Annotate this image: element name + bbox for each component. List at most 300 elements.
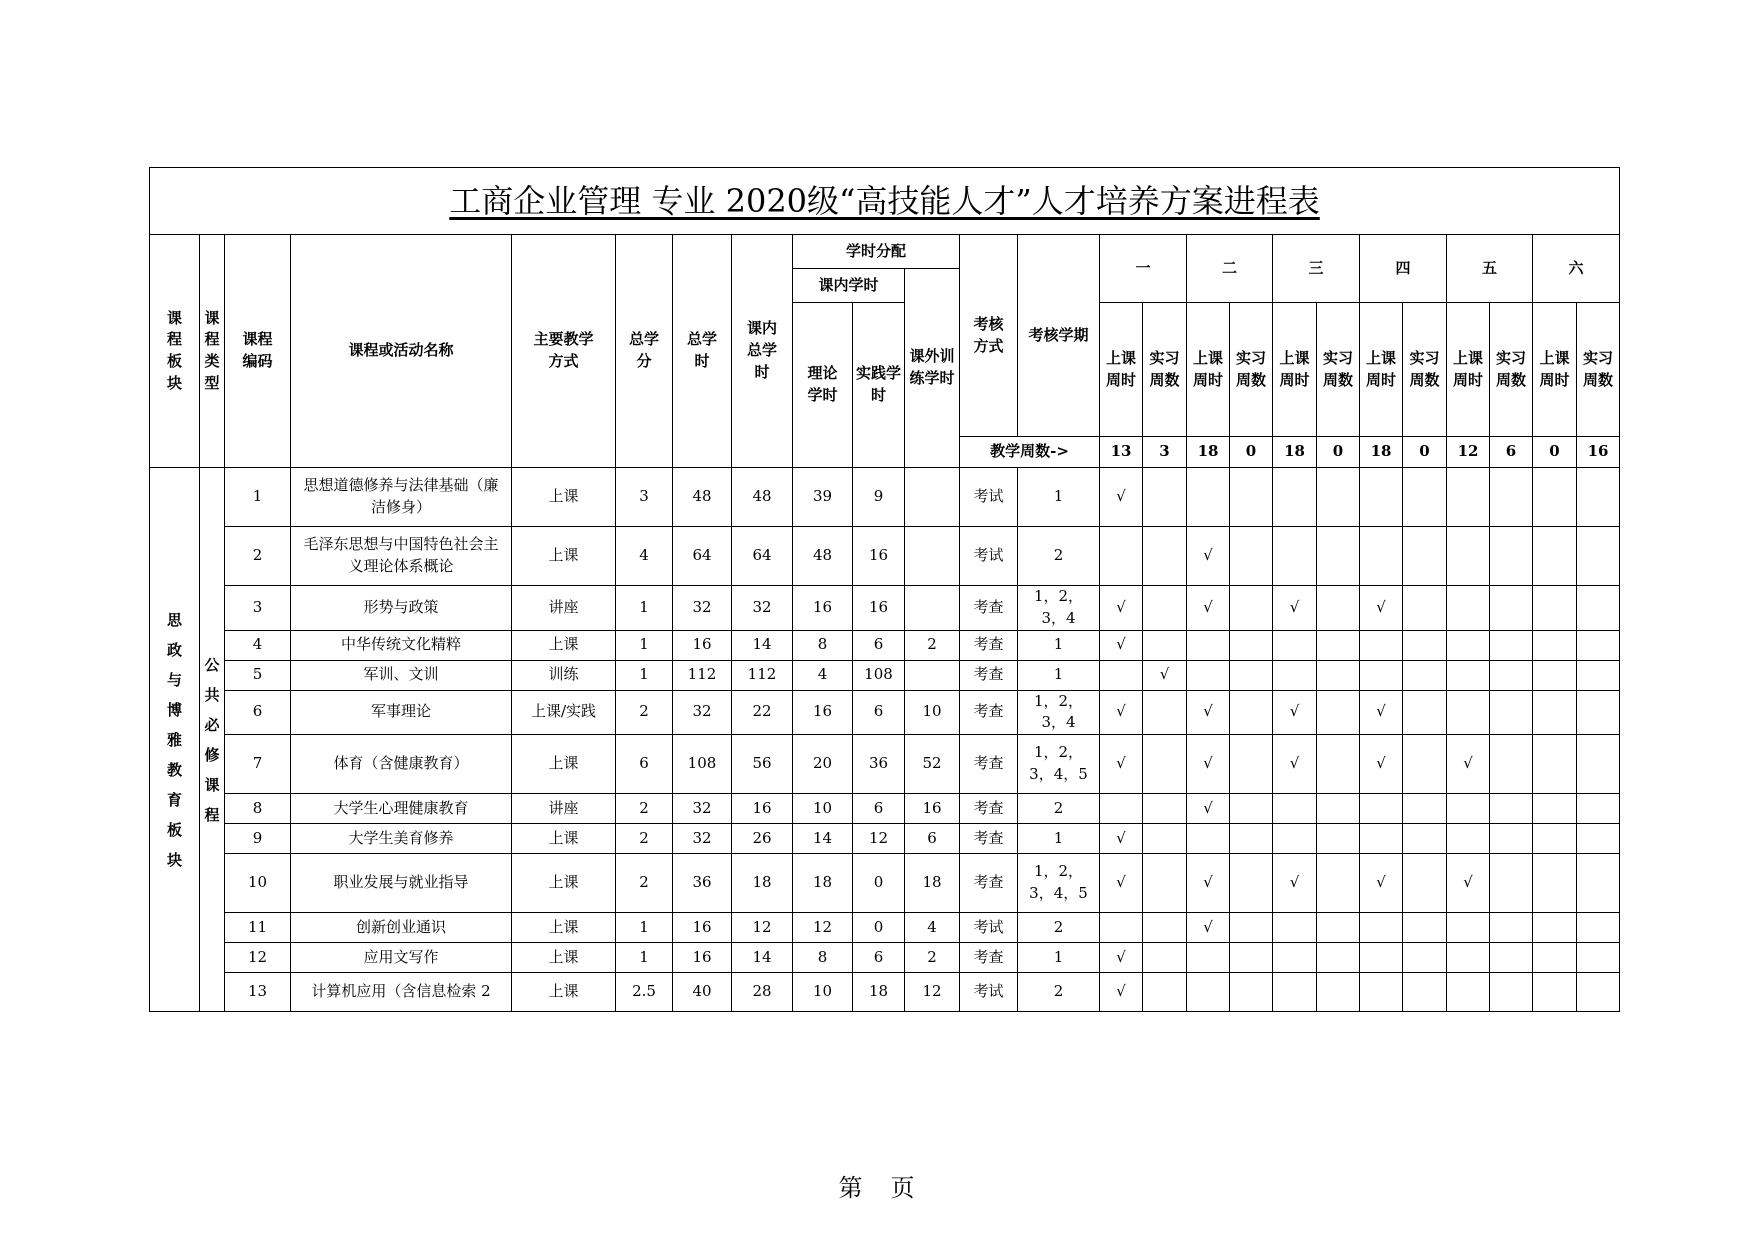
inclass-hours: 14 xyxy=(732,630,793,660)
schedule-mark xyxy=(1447,586,1490,631)
schedule-mark xyxy=(1100,660,1143,690)
schedule-mark: √ xyxy=(1360,735,1403,794)
schedule-mark: √ xyxy=(1447,854,1490,913)
schedule-mark xyxy=(1577,527,1620,586)
total-hours: 36 xyxy=(673,854,732,913)
exam-term: 2 xyxy=(1018,527,1100,586)
header-inclass-total: 课内 总学 时 xyxy=(732,235,793,468)
outclass-hours xyxy=(905,468,960,527)
schedule-mark xyxy=(1317,973,1360,1012)
schedule-mark xyxy=(1577,468,1620,527)
block-cell xyxy=(150,468,200,1012)
course-name: 职业发展与就业指导 xyxy=(291,854,512,913)
theory-hours: 18 xyxy=(793,854,853,913)
schedule-mark xyxy=(1533,854,1577,913)
semester-5-intern-header xyxy=(1490,303,1533,437)
credits: 2.5 xyxy=(616,973,673,1012)
schedule-mark xyxy=(1143,690,1187,735)
schedule-mark xyxy=(1533,527,1577,586)
schedule-mark xyxy=(1273,943,1317,973)
exam-term: 1 xyxy=(1018,943,1100,973)
total-hours: 40 xyxy=(673,973,732,1012)
schedule-mark xyxy=(1403,854,1447,913)
schedule-mark xyxy=(1273,660,1317,690)
schedule-mark xyxy=(1360,913,1403,943)
schedule-mark: √ xyxy=(1273,854,1317,913)
inclass-hours: 22 xyxy=(732,690,793,735)
exam-method: 考查 xyxy=(960,794,1018,824)
semester-1: 一 xyxy=(1100,235,1187,303)
schedule-mark xyxy=(1447,973,1490,1012)
semester-3-lecture-weeks: 18 xyxy=(1273,437,1317,468)
teaching-method: 上课 xyxy=(512,913,616,943)
schedule-mark xyxy=(1143,527,1187,586)
table-row xyxy=(150,973,1620,1012)
total-hours: 32 xyxy=(673,794,732,824)
exam-term: 1，2，3，4 xyxy=(1018,690,1100,735)
vertical-text: 实习周数 xyxy=(1409,348,1440,389)
course-name: 创新创业通识 xyxy=(291,913,512,943)
schedule-mark xyxy=(1273,527,1317,586)
outclass-hours: 4 xyxy=(905,913,960,943)
table-row xyxy=(150,586,1620,631)
schedule-mark xyxy=(1490,660,1533,690)
schedule-mark xyxy=(1187,468,1230,527)
teaching-method: 讲座 xyxy=(512,794,616,824)
practice-hours: 6 xyxy=(853,630,905,660)
semester-3-intern-weeks: 0 xyxy=(1317,437,1360,468)
credits: 1 xyxy=(616,630,673,660)
outclass-hours: 10 xyxy=(905,690,960,735)
schedule-mark: √ xyxy=(1100,630,1143,660)
outclass-hours: 2 xyxy=(905,630,960,660)
teaching-method: 上课 xyxy=(512,943,616,973)
schedule-mark xyxy=(1360,630,1403,660)
semester-4-lecture-header xyxy=(1360,303,1403,437)
type-cell xyxy=(200,468,225,1012)
exam-method: 考试 xyxy=(960,468,1018,527)
outclass-hours: 18 xyxy=(905,854,960,913)
inclass-hours: 18 xyxy=(732,854,793,913)
semester-6-intern-header xyxy=(1577,303,1620,437)
schedule-mark xyxy=(1403,586,1447,631)
exam-method: 考试 xyxy=(960,527,1018,586)
schedule-mark xyxy=(1273,794,1317,824)
schedule-mark xyxy=(1143,854,1187,913)
credits: 2 xyxy=(616,690,673,735)
course-name: 计算机应用（含信息检索 2 xyxy=(291,973,512,1012)
schedule-mark xyxy=(1317,586,1360,631)
semester-2-lecture-weeks: 18 xyxy=(1187,437,1230,468)
exam-method: 考查 xyxy=(960,586,1018,631)
outclass-hours: 52 xyxy=(905,735,960,794)
vertical-text: 实习周数 xyxy=(1583,348,1614,389)
schedule-mark xyxy=(1490,468,1533,527)
exam-method: 考试 xyxy=(960,913,1018,943)
inclass-hours: 32 xyxy=(732,586,793,631)
schedule-mark xyxy=(1403,943,1447,973)
schedule-mark xyxy=(1273,468,1317,527)
schedule-mark xyxy=(1360,527,1403,586)
schedule-mark: √ xyxy=(1187,735,1230,794)
practice-hours: 108 xyxy=(853,660,905,690)
vertical-text: 思 政 与 博 雅 教 育 板 块 xyxy=(166,610,182,869)
schedule-mark: √ xyxy=(1360,586,1403,631)
schedule-mark xyxy=(1490,630,1533,660)
schedule-mark xyxy=(1577,824,1620,854)
outclass-hours: 16 xyxy=(905,794,960,824)
total-hours: 48 xyxy=(673,468,732,527)
schedule-mark xyxy=(1533,973,1577,1012)
semester-1-intern-header xyxy=(1143,303,1187,437)
practice-hours: 0 xyxy=(853,913,905,943)
practice-hours: 0 xyxy=(853,854,905,913)
total-hours: 64 xyxy=(673,527,732,586)
teaching-method: 上课 xyxy=(512,854,616,913)
teaching-method: 上课/实践 xyxy=(512,690,616,735)
schedule-mark xyxy=(1143,735,1187,794)
table-row xyxy=(150,913,1620,943)
schedule-mark xyxy=(1403,690,1447,735)
schedule-mark: √ xyxy=(1100,943,1143,973)
credits: 2 xyxy=(616,824,673,854)
exam-term: 2 xyxy=(1018,913,1100,943)
inclass-hours: 64 xyxy=(732,527,793,586)
schedule-mark xyxy=(1273,913,1317,943)
schedule-mark xyxy=(1100,527,1143,586)
table-row xyxy=(150,690,1620,735)
total-hours: 112 xyxy=(673,660,732,690)
schedule-mark: √ xyxy=(1187,913,1230,943)
schedule-mark: √ xyxy=(1100,824,1143,854)
exam-term: 1，2，3，4 xyxy=(1018,586,1100,631)
practice-hours: 36 xyxy=(853,735,905,794)
vertical-text: 实习周数 xyxy=(1149,348,1180,389)
schedule-mark xyxy=(1533,943,1577,973)
schedule-mark xyxy=(1230,943,1273,973)
semester-5: 五 xyxy=(1447,235,1533,303)
schedule-mark xyxy=(1490,973,1533,1012)
course-name: 大学生心理健康教育 xyxy=(291,794,512,824)
schedule-mark xyxy=(1317,630,1360,660)
inclass-hours: 14 xyxy=(732,943,793,973)
semester-4-intern-header xyxy=(1403,303,1447,437)
table-row xyxy=(150,527,1620,586)
schedule-mark xyxy=(1317,854,1360,913)
schedule-mark xyxy=(1577,630,1620,660)
vertical-text: 实习周数 xyxy=(1495,348,1527,389)
inclass-hours: 12 xyxy=(732,913,793,943)
semester-1-lecture-header xyxy=(1100,303,1143,437)
semester-2-intern-weeks: 0 xyxy=(1230,437,1273,468)
header-inclass: 课内学时 xyxy=(793,269,905,303)
schedule-mark xyxy=(1143,468,1187,527)
course-code: 13 xyxy=(225,973,291,1012)
schedule-mark xyxy=(1317,794,1360,824)
schedule-mark xyxy=(1360,943,1403,973)
schedule-mark xyxy=(1143,794,1187,824)
schedule-mark xyxy=(1577,690,1620,735)
credits: 1 xyxy=(616,913,673,943)
vertical-text: 课 程 类 型 xyxy=(204,308,220,392)
course-name: 体育（含健康教育） xyxy=(291,735,512,794)
teaching-method: 训练 xyxy=(512,660,616,690)
course-name: 形势与政策 xyxy=(291,586,512,631)
schedule-mark xyxy=(1230,794,1273,824)
vertical-text: 课外训练学时 xyxy=(909,347,955,387)
schedule-mark xyxy=(1230,586,1273,631)
schedule-mark xyxy=(1577,913,1620,943)
schedule-mark xyxy=(1533,690,1577,735)
semester-6-lecture-weeks: 0 xyxy=(1533,437,1577,468)
schedule-mark xyxy=(1577,794,1620,824)
theory-hours: 8 xyxy=(793,943,853,973)
schedule-mark xyxy=(1230,468,1273,527)
schedule-mark xyxy=(1143,943,1187,973)
exam-term: 1 xyxy=(1018,630,1100,660)
schedule-mark xyxy=(1490,913,1533,943)
exam-term: 1 xyxy=(1018,824,1100,854)
schedule-mark xyxy=(1403,973,1447,1012)
total-hours: 16 xyxy=(673,913,732,943)
outclass-hours: 2 xyxy=(905,943,960,973)
schedule-mark xyxy=(1230,854,1273,913)
course-name: 大学生美育修养 xyxy=(291,824,512,854)
theory-hours: 48 xyxy=(793,527,853,586)
credits: 1 xyxy=(616,660,673,690)
schedule-mark xyxy=(1533,630,1577,660)
schedule-mark xyxy=(1143,630,1187,660)
course-code: 8 xyxy=(225,794,291,824)
schedule-mark: √ xyxy=(1360,690,1403,735)
inclass-hours: 112 xyxy=(732,660,793,690)
schedule-mark: √ xyxy=(1100,468,1143,527)
schedule-mark xyxy=(1143,586,1187,631)
schedule-mark: √ xyxy=(1187,586,1230,631)
semester-2-intern-header xyxy=(1230,303,1273,437)
exam-method: 考查 xyxy=(960,735,1018,794)
schedule-mark xyxy=(1230,913,1273,943)
practice-hours: 9 xyxy=(853,468,905,527)
vertical-text: 上课周时 xyxy=(1192,348,1224,389)
semester-4-intern-weeks: 0 xyxy=(1403,437,1447,468)
schedule-mark xyxy=(1447,913,1490,943)
schedule-mark xyxy=(1533,735,1577,794)
header-exam-term: 考核学期 xyxy=(1018,235,1100,437)
schedule-mark xyxy=(1230,660,1273,690)
semester-4: 四 xyxy=(1360,235,1447,303)
vertical-text: 上课周时 xyxy=(1539,348,1570,389)
schedule-mark xyxy=(1187,824,1230,854)
semester-3-lecture-header xyxy=(1273,303,1317,437)
schedule-mark: √ xyxy=(1100,973,1143,1012)
theory-hours: 16 xyxy=(793,690,853,735)
practice-hours: 16 xyxy=(853,586,905,631)
schedule-mark xyxy=(1403,630,1447,660)
semester-3-intern-header xyxy=(1317,303,1360,437)
schedule-mark xyxy=(1230,973,1273,1012)
exam-term: 1 xyxy=(1018,660,1100,690)
schedule-mark xyxy=(1273,630,1317,660)
table-row xyxy=(150,468,1620,527)
exam-term: 1，2，3，4，5 xyxy=(1018,854,1100,913)
semester-1-intern-weeks: 3 xyxy=(1143,437,1187,468)
schedule-mark xyxy=(1230,824,1273,854)
course-code: 11 xyxy=(225,913,291,943)
table-row xyxy=(150,824,1620,854)
outclass-hours xyxy=(905,660,960,690)
total-hours: 32 xyxy=(673,586,732,631)
vertical-text: 上课周时 xyxy=(1105,348,1137,389)
schedule-mark xyxy=(1403,824,1447,854)
schedule-mark xyxy=(1577,854,1620,913)
vertical-text: 上课周时 xyxy=(1365,348,1397,389)
practice-hours: 6 xyxy=(853,794,905,824)
schedule-mark xyxy=(1230,630,1273,660)
schedule-mark xyxy=(1317,527,1360,586)
schedule-mark xyxy=(1403,913,1447,943)
schedule-mark xyxy=(1317,735,1360,794)
total-hours: 108 xyxy=(673,735,732,794)
course-code: 1 xyxy=(225,468,291,527)
teaching-method: 上课 xyxy=(512,735,616,794)
course-name: 军事理论 xyxy=(291,690,512,735)
schedule-mark xyxy=(1490,527,1533,586)
semester-5-lecture-header xyxy=(1447,303,1490,437)
semester-2-lecture-header xyxy=(1187,303,1230,437)
inclass-hours: 16 xyxy=(732,794,793,824)
course-code: 9 xyxy=(225,824,291,854)
theory-hours: 20 xyxy=(793,735,853,794)
header-method: 主要教学 方式 xyxy=(512,235,616,468)
header-name: 课程或活动名称 xyxy=(291,235,512,468)
schedule-mark: √ xyxy=(1187,527,1230,586)
exam-method: 考查 xyxy=(960,943,1018,973)
schedule-mark xyxy=(1533,824,1577,854)
weeks-label: 教学周数-> xyxy=(960,437,1100,468)
page-title: 工商企业管理 专业 2020级“高技能人才”人才培养方案进程表 xyxy=(150,168,1620,235)
course-name: 思想道德修养与法律基础（廉洁修身） xyxy=(291,468,512,527)
schedule-mark xyxy=(1317,913,1360,943)
course-code: 3 xyxy=(225,586,291,631)
theory-hours: 10 xyxy=(793,973,853,1012)
exam-term: 2 xyxy=(1018,973,1100,1012)
footer-right: 页 xyxy=(890,1174,915,1202)
course-code: 10 xyxy=(225,854,291,913)
theory-hours: 14 xyxy=(793,824,853,854)
schedule-mark xyxy=(1403,735,1447,794)
schedule-mark xyxy=(1577,973,1620,1012)
credits: 1 xyxy=(616,943,673,973)
schedule-mark xyxy=(1230,735,1273,794)
practice-hours: 6 xyxy=(853,690,905,735)
schedule-mark xyxy=(1403,660,1447,690)
schedule-mark xyxy=(1230,527,1273,586)
vertical-text: 实习周数 xyxy=(1235,348,1267,389)
theory-hours: 16 xyxy=(793,586,853,631)
schedule-mark xyxy=(1187,660,1230,690)
header-code: 课程 编码 xyxy=(225,235,291,468)
inclass-hours: 56 xyxy=(732,735,793,794)
course-code: 2 xyxy=(225,527,291,586)
schedule-mark: √ xyxy=(1100,690,1143,735)
teaching-method: 上课 xyxy=(512,824,616,854)
schedule-mark xyxy=(1490,586,1533,631)
credits: 4 xyxy=(616,527,673,586)
schedule-mark: √ xyxy=(1360,854,1403,913)
schedule-mark xyxy=(1490,854,1533,913)
schedule-mark xyxy=(1533,913,1577,943)
schedule-mark: √ xyxy=(1143,660,1187,690)
semester-5-lecture-weeks: 12 xyxy=(1447,437,1490,468)
schedule-mark xyxy=(1273,973,1317,1012)
schedule-mark xyxy=(1317,468,1360,527)
vertical-text: 上课周时 xyxy=(1279,348,1310,389)
schedule-mark xyxy=(1317,824,1360,854)
total-hours: 32 xyxy=(673,824,732,854)
schedule-mark xyxy=(1360,794,1403,824)
total-hours: 32 xyxy=(673,690,732,735)
outclass-hours xyxy=(905,527,960,586)
header-exam-method: 考核 方式 xyxy=(960,235,1018,437)
semester-5-intern-weeks: 6 xyxy=(1490,437,1533,468)
schedule-mark xyxy=(1490,943,1533,973)
schedule-mark xyxy=(1100,794,1143,824)
schedule-mark xyxy=(1360,973,1403,1012)
table-row xyxy=(150,854,1620,913)
exam-method: 考查 xyxy=(960,630,1018,660)
schedule-mark: √ xyxy=(1187,690,1230,735)
theory-hours: 10 xyxy=(793,794,853,824)
curriculum-table xyxy=(149,167,1620,1012)
schedule-mark xyxy=(1447,824,1490,854)
course-code: 7 xyxy=(225,735,291,794)
schedule-mark xyxy=(1577,735,1620,794)
schedule-mark xyxy=(1143,824,1187,854)
credits: 6 xyxy=(616,735,673,794)
schedule-mark xyxy=(1360,468,1403,527)
exam-term: 1 xyxy=(1018,468,1100,527)
semester-3: 三 xyxy=(1273,235,1360,303)
semester-6-lecture-header xyxy=(1533,303,1577,437)
exam-method: 考试 xyxy=(960,973,1018,1012)
inclass-hours: 48 xyxy=(732,468,793,527)
credits: 2 xyxy=(616,854,673,913)
course-code: 4 xyxy=(225,630,291,660)
schedule-mark xyxy=(1533,794,1577,824)
table-row xyxy=(150,735,1620,794)
semester-2: 二 xyxy=(1187,235,1273,303)
schedule-mark xyxy=(1533,660,1577,690)
header-type xyxy=(200,235,225,468)
schedule-mark xyxy=(1317,690,1360,735)
header-theory: 理论 学时 xyxy=(793,303,853,468)
outclass-hours: 6 xyxy=(905,824,960,854)
schedule-mark: √ xyxy=(1447,735,1490,794)
schedule-mark: √ xyxy=(1273,586,1317,631)
page-footer xyxy=(0,1168,1753,1203)
schedule-mark xyxy=(1187,973,1230,1012)
schedule-mark xyxy=(1143,913,1187,943)
schedule-mark: √ xyxy=(1273,735,1317,794)
schedule-mark xyxy=(1577,586,1620,631)
header-practice xyxy=(853,303,905,468)
vertical-text: 上课周时 xyxy=(1452,348,1484,389)
schedule-mark xyxy=(1403,468,1447,527)
exam-method: 考查 xyxy=(960,854,1018,913)
schedule-mark xyxy=(1230,690,1273,735)
schedule-mark xyxy=(1447,527,1490,586)
